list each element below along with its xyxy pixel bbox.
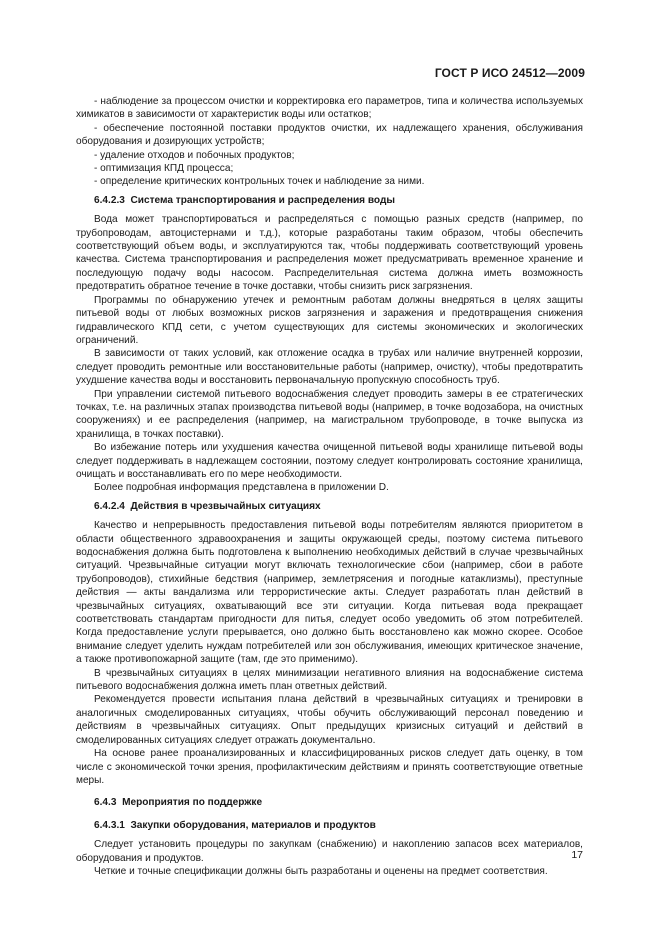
section-heading-6-4-2-4: [76, 500, 583, 513]
paragraph: В зависимости от таких условий, как отложение осадка в трубах или наличие внутренней коррозии, следует проводить ремонтные или восстановительные работы (например, очистку), чтобы предотвратить ухудшение качества воды и восстановить первоначальную пропускную способность труб.: [76, 348, 583, 387]
paragraph: На основе ранее проанализированных и классифицированных рисков следует дать оценку, в том числе с экономической точки зрения, профилактическим действиям и принять соответствующие ответные меры.: [76, 748, 583, 786]
page-number: 17: [571, 849, 583, 861]
section-title: Закупки оборудования, материалов и продуктов: [130, 819, 376, 831]
bullet-item: - определение критических контрольных точек и наблюдение за ними.: [94, 176, 425, 188]
section-number: 6.4.2.3: [94, 194, 125, 206]
paragraph: Более подробная информация представлена в приложении D.: [94, 482, 389, 494]
bullet-item: - оптимизация КПД процесса;: [94, 163, 234, 175]
bullet-item: - удаление отходов и побочных продуктов;: [94, 149, 295, 161]
paragraph: В чрезвычайных ситуациях в целях минимизации негативного влияния на водоснабжение система питьевого водоснабжения должна иметь план ответных действий.: [76, 667, 583, 693]
section-heading-6-4-2-3: [76, 194, 583, 207]
bullet-item: - обеспечение постоянной поставки продуктов очистки, их надлежащего хранения, обслуживания оборудования и дозирующих устройств;: [76, 122, 583, 148]
section-title: Мероприятия по поддержке: [122, 797, 263, 809]
paragraph: Во избежание потерь или ухудшения качества очищенной питьевой воды хранилище питьевой воды следует поддерживать в надлежащем состоянии, поэтому следует контролировать состояние хранилища, очищать и восстанавливать его по мере необходимости.: [76, 442, 583, 480]
section-heading-6-4-3: [76, 796, 583, 809]
section-title: Система транспортирования и распределения воды: [130, 194, 395, 206]
paragraph: Вода может транспортироваться и распределяться с помощью разных средств (например, по трубопроводам, автоцистернами и т.д.), которые разработаны таким образом, чтобы обеспечить соответствующий объем воды, и эксплуатируются так, чтобы поддерживать соответствующий уровень качества. Система транспортирования и распределения может предусматривать временное хранение и последующую подачу воды насосом. Распределительная система должна иметь возможность предотвратить обратное течение в точке доставки, чтобы снизить риск загрязнения.: [76, 214, 583, 293]
paragraph: Четкие и точные спецификации должны быть разработаны и оценены на предмет соответствия.: [94, 865, 548, 877]
section-number: 6.4.3: [94, 797, 117, 809]
paragraph: Следует установить процедуры по закупкам (снабжению) и накоплению запасов всех материалов, оборудования и продуктов.: [76, 839, 583, 864]
document-body: [76, 95, 583, 878]
paragraph: Качество и непрерывность предоставления питьевой воды потребителям являются приоритетом в области общественного здравоохранения и защиты окружающей среды, поэтому система питьевого водоснабжения должна быть подготовлена к выполнению необходимых действий в случае чрезвычайных ситуаций. Чрезвычайные ситуации могут включать технологические сбои (например, сбои в работе трубопроводов), стихийные бедствия (например, землетрясения и погодные катаклизмы), преступные действия — акты вандализма или террористические акты. Следует разработать план действий в чрезвычайных ситуациях, охватывающий все эти ситуации. Когда питьевая вода прекращает соответствовать стандартам пригодности для питья, следует особо уведомить об этом потребителей. Когда предоставление услуги прерывается, оно должно быть восстановлено как можно скорее. Особое внимание следует уделить нуждам потребителей или зон обслуживания, имеющих критическое значение, а также противопожарной защите (там, где это применимо).: [76, 520, 583, 666]
document-code-header: ГОСТ Р ИСО 24512—2009: [434, 66, 585, 80]
section-number: 6.4.2.4: [94, 500, 125, 512]
paragraph: При управлении системой питьевого водоснабжения следует проводить замеры в ее стратегических точках, т.е. на различных этапах производства питьевой воды (например, в точке водозабора, на очистных сооружениях) и ее распределения (например, на магистральном трубопроводе, в точке выпуска из хранилища, в точках поставки).: [76, 388, 583, 440]
paragraph: Программы по обнаружению утечек и ремонтным работам должны внедряться в целях защиты питьевой воды от любых возможных рисков загрязнения и заражения и предотвращения снижения гидравлического КПД сети, с учетом существующих для системы экономических и экологических ограничений.: [76, 294, 583, 346]
section-heading-6-4-3-1: [76, 819, 583, 832]
bullet-item: - наблюдение за процессом очистки и корректировка его параметров, типа и количества используемых химикатов в зависимости от характеристик воды или остатков;: [76, 96, 583, 121]
paragraph: Рекомендуется провести испытания плана действий в чрезвычайных ситуациях и тренировки в аналогичных смоделированных ситуациях, чтобы обучить обслуживающий персонал поведению и действиям в чрезвычайных ситуациях. Опыт предыдущих кризисных ситуаций и действий в смоделированных ситуациях следует отражать документально.: [76, 694, 583, 746]
section-number: 6.4.3.1: [94, 819, 125, 831]
section-title: Действия в чрезвычайных ситуациях: [130, 500, 321, 512]
